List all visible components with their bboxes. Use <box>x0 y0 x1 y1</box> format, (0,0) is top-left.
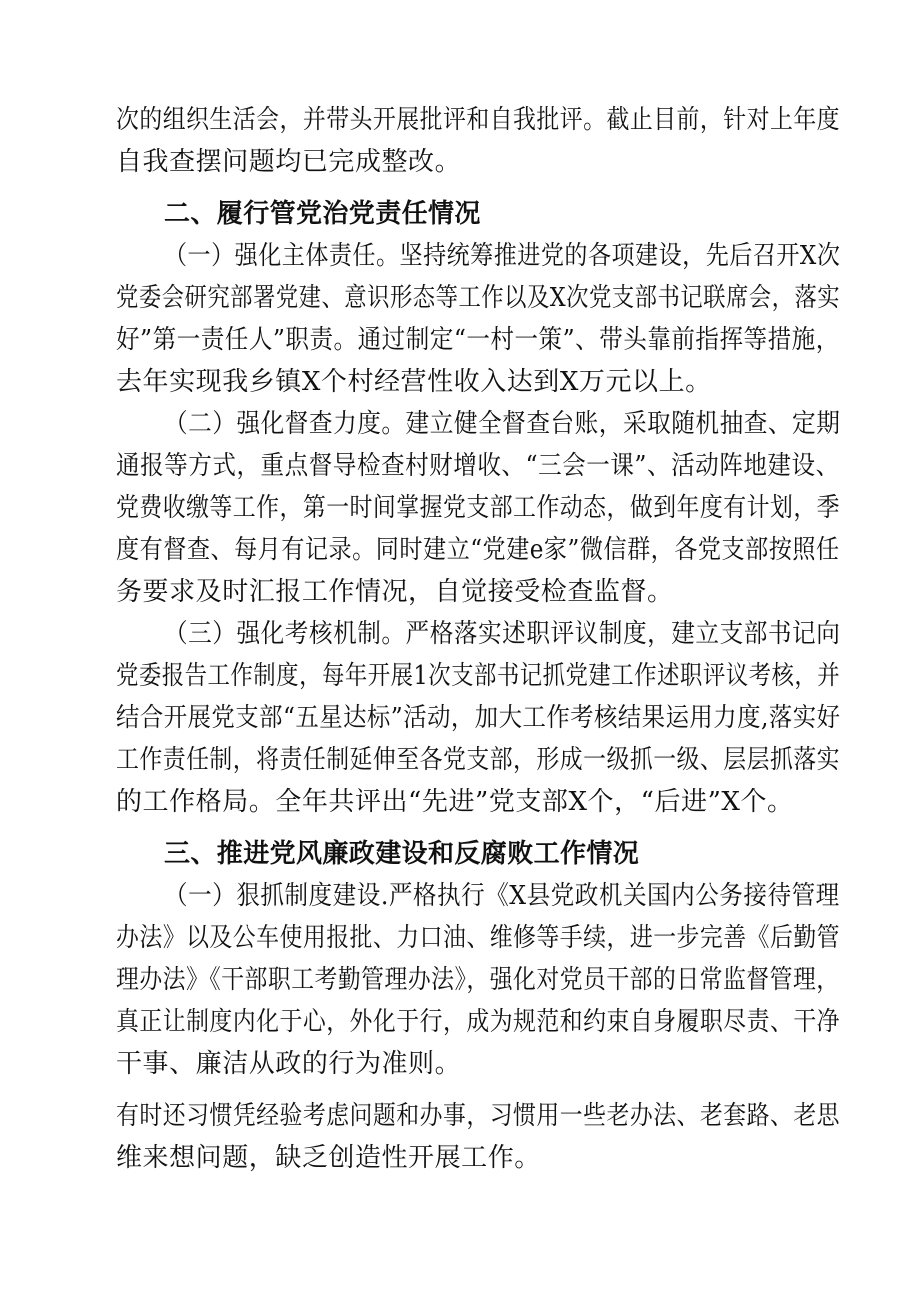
paragraph-line-3: （一）强化主体责任。坚持统筹推进党的各项建设，先后召开X次 <box>164 241 841 271</box>
paragraph-line-15: 工作责任制，将责任制延伸至各党支部，形成一级抓一级、层层抓落实 <box>116 745 841 775</box>
paragraph-line-21: 干事、廉洁从政的行为准则。 <box>116 1049 462 1079</box>
paragraph-line-4: 党委会研究部署党建、意识形态等工作以及X次党支部书记联席会，落实 <box>116 283 841 313</box>
paragraph-line-5: 好”第一责任人”职责。通过制定“一村一策”、带头靠前指挥等措施， <box>116 325 840 355</box>
paragraph-line-7: （二）强化督查力度。建立健全督查台账，采取随机抽查、定期 <box>164 409 841 439</box>
paragraph-line-6: 去年实现我乡镇X个村经营性收入达到X万元以上。 <box>116 367 712 397</box>
paragraph-line-9: 党费收缴等工作，第一时间掌握党支部工作动态，做到年度有计划，季 <box>116 493 841 523</box>
paragraph-line-20: 真正让制度内化于心，外化于行，成为规范和约束自身履职尽责、干净 <box>116 1007 841 1037</box>
paragraph-line-1: 次的组织生活会，并带头开展批评和自我批评。截止目前，针对上年度 <box>116 105 841 135</box>
paragraph-line-22: 有时还习惯凭经验考虑问题和办事，习惯用一些老办法、老套路、老思 <box>116 1101 841 1131</box>
paragraph-line-16: 的工作格局。全年共评出“先进”党支部X个，“后进”X个。 <box>116 787 794 817</box>
paragraph-line-10: 度有督查、每月有记录。同时建立“党建e家”微信群，各党支部按照任 <box>116 535 840 565</box>
paragraph-line-17: （一）狠抓制度建设.严格执行《X县党政机关国内公务接待管理 <box>164 881 840 911</box>
paragraph-line-14: 结合开展党支部“五星达标”活动，加大工作考核结果运用力度,落实好 <box>116 703 841 733</box>
paragraph-line-11: 务要求及时汇报工作情况，自觉接受检查监督。 <box>116 577 674 607</box>
paragraph-line-8: 通报等方式，重点督导检查村财增收、“三会一课”、活动阵地建设、 <box>116 451 840 481</box>
section-heading-3: 三、推进党风廉政建设和反腐败工作情况 <box>164 839 640 869</box>
paragraph-line-12: （三）强化考核机制。严格落实述职评议制度，建立支部书记向 <box>164 619 841 649</box>
paragraph-line-23: 维来想问题，缺乏创造性开展工作。 <box>116 1143 541 1173</box>
section-heading-2: 二、履行管党治党责任情况 <box>164 199 481 229</box>
paragraph-line-2: 自我查摆问题均已完成整改。 <box>116 147 462 177</box>
paragraph-line-19: 理办法》《干部职工考勤管理办法》，强化对党员干部的日常监督管理， <box>116 965 840 995</box>
paragraph-line-13: 党委报告工作制度，每年开展1次支部书记抓党建工作述职评议考核，并 <box>116 661 841 691</box>
paragraph-line-18: 办法》以及公车使用报批、力口油、维修等手续，进一步完善《后勤管 <box>116 923 841 953</box>
